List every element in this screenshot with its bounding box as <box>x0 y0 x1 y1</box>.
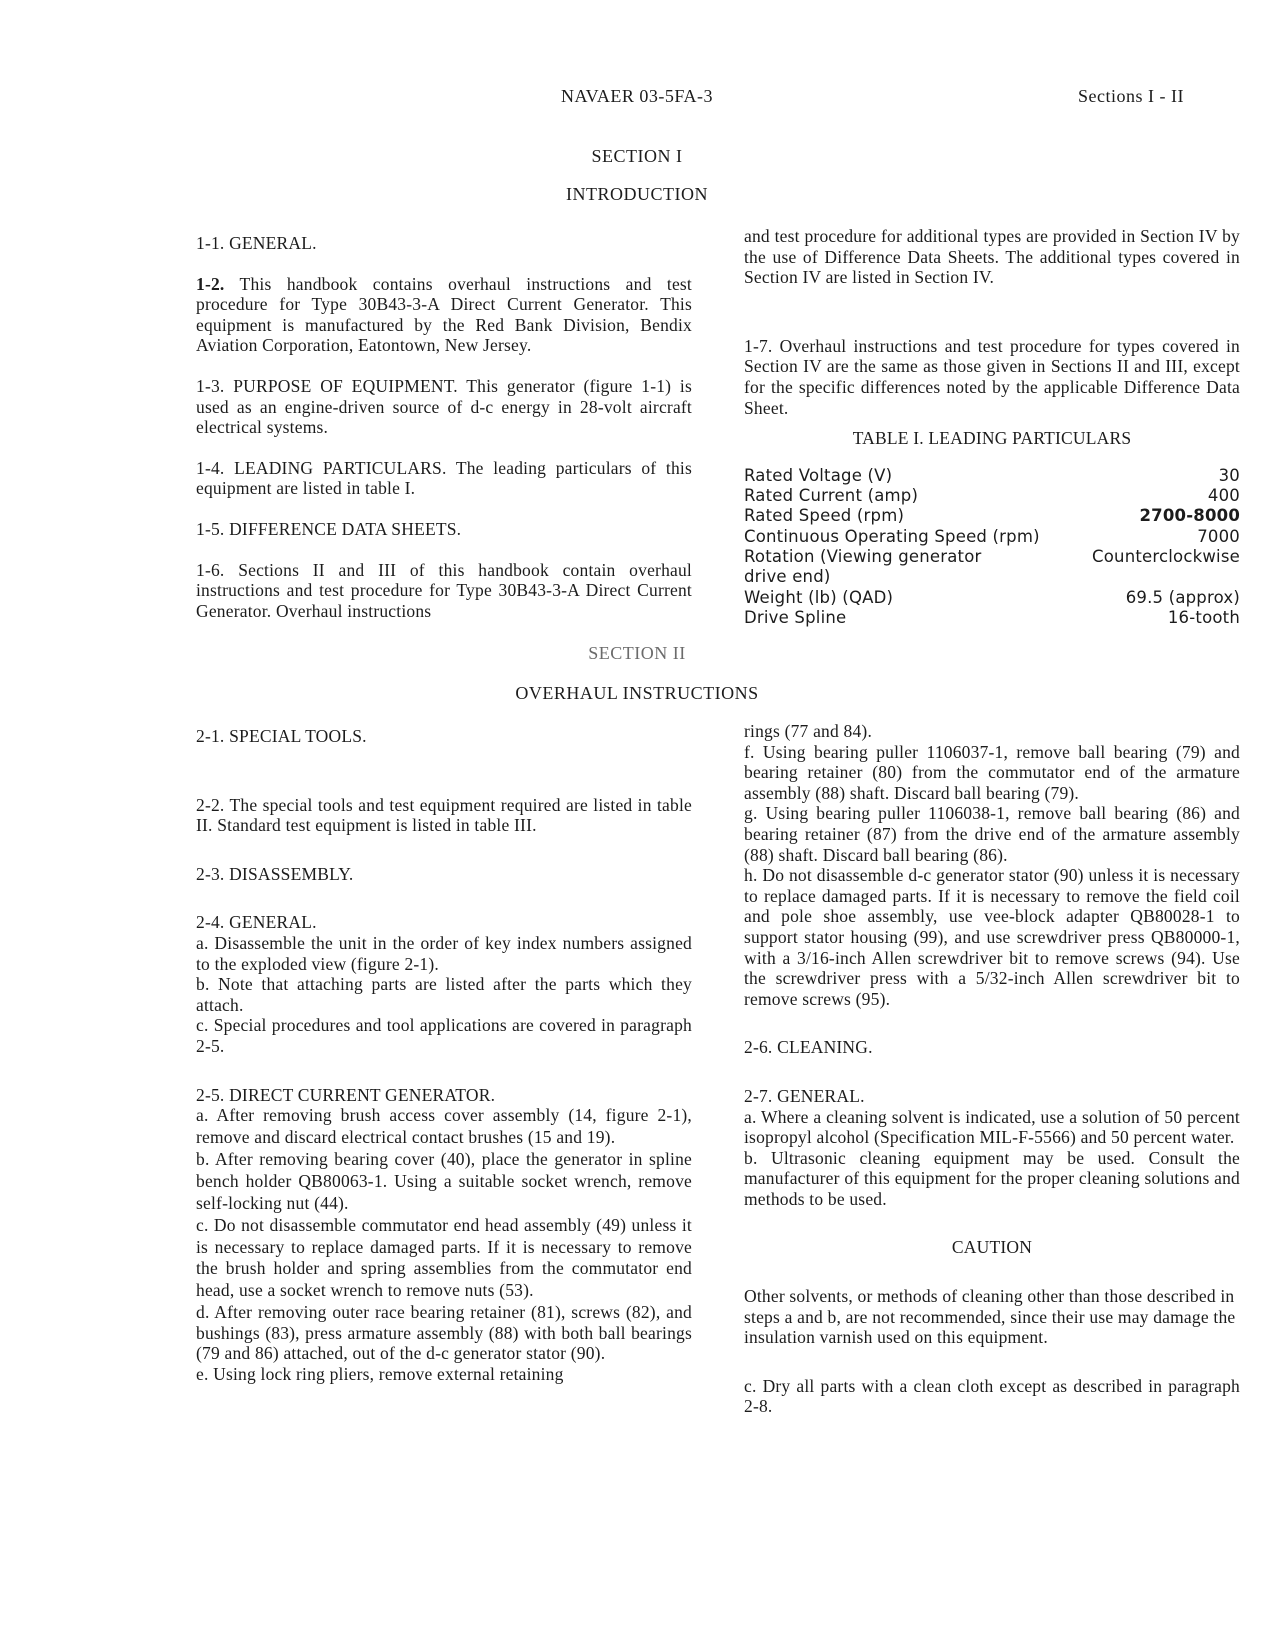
section-2-right-column <box>744 721 1240 1417</box>
paragraph-1-6-continued: and test procedure for additional types are provided in Section IV by the use of Difference Data Sheets. The additional types covered in Section IV are listed in Section IV. <box>744 226 1240 288</box>
particulars-value: Counterclockwise <box>1092 546 1240 566</box>
caution-title: CAUTION <box>951 1237 1033 1258</box>
document-number: NAVAER 03-5FA-3 <box>560 86 714 106</box>
particulars-label: Rated Speed (rpm) <box>744 506 905 526</box>
paragraph-2-6: 2-6. CLEANING. <box>744 1037 873 1058</box>
sections-label: Sections I - II <box>1078 86 1184 106</box>
paragraph-2-2: 2-2. The special tools and test equipment required are listed in table II. Standard test equipment is listed in table III. <box>196 794 692 836</box>
section-2-label: SECTION II <box>588 643 686 663</box>
paragraph-2-5-e-continued: rings (77 and 84). <box>744 721 873 741</box>
particulars-value: 16-tooth <box>1167 607 1240 627</box>
particulars-value: 400 <box>1207 486 1240 506</box>
paragraph-2-1: 2-1. SPECIAL TOOLS. <box>196 726 367 746</box>
particulars-label: Rated Voltage (V) <box>744 465 893 485</box>
paragraph-2-5-b: b. After removing bearing cover (40), place the generator in spline bench holder QB80063-1. Using a suitable socket wrench, remove self-locking nut (44). <box>196 1148 692 1213</box>
paragraph-2-4: 2-4. GENERAL. <box>196 912 317 933</box>
particulars-row <box>744 547 1240 567</box>
paragraph-1-6: 1-6. Sections II and III of this handbook contain overhaul instructions and test procedure for Type 30B43-3-A Direct Current Generator. Overhaul instructions <box>196 559 692 621</box>
particulars-label: Drive Spline <box>744 607 847 627</box>
paragraph-2-3: 2-3. DISASSEMBLY. <box>196 863 354 884</box>
paragraph-1-5: 1-5. DIFFERENCE DATA SHEETS. <box>196 518 462 539</box>
paragraph-2-5-c: c. Do not disassemble commutator end head assembly (49) unless it is necessary to replace damaged parts. If it is necessary to remove the brush holder and spring assemblies from the commutator end head, use a socket wrench to remove nuts (53). <box>196 1214 692 1301</box>
paragraph-1-2-number: 1-2. <box>196 273 225 294</box>
paragraph-2-7-c: c. Dry all parts with a clean cloth except as described in paragraph 2-8. <box>744 1375 1240 1417</box>
particulars-value: 69.5 (approx) <box>1125 587 1240 607</box>
section-1-label: SECTION I <box>591 146 683 166</box>
particulars-row <box>744 506 1240 526</box>
paragraph-2-5-h: h. Do not disassemble d-c generator stator (90) unless it is necessary to replace damaged parts. If it is necessary to remove the field coil and pole shoe assembly, use vee-block adapter QB80028-1 to support stator housing (99), and use screwdriver press QB80000-1, with a 3/16-inch Allen screwdriver bit to remove screws (94). Use the screwdriver press with a 5/32-inch Allen screwdriver bit to remove screws (95). <box>744 865 1240 1009</box>
section-2-left-column <box>196 726 692 1385</box>
paragraph-2-5-a: a. After removing brush access cover assembly (14, figure 2-1), remove and discard electrical contact brushes (15 and 19). <box>196 1105 692 1148</box>
section-1-title: INTRODUCTION <box>566 184 708 204</box>
paragraph-2-5-f: f. Using bearing puller 1106037-1, remove ball bearing (79) and bearing retainer (80) from the commutator end of the armature assembly (88) shaft. Discard ball bearing (79). <box>744 741 1240 803</box>
section-2-title: OVERHAUL INSTRUCTIONS <box>515 683 759 703</box>
paragraph-2-5-g: g. Using bearing puller 1106038-1, remove ball bearing (86) and bearing retainer (87) from the drive end of the armature assembly (88) shaft. Discard ball bearing (86). <box>744 803 1240 865</box>
paragraph-1-2 <box>196 274 692 356</box>
particulars-row <box>744 486 1240 506</box>
section-1-left-column <box>196 233 692 621</box>
paragraph-1-2-text: This handbook contains overhaul instructions and test procedure for Type 30B43-3-A Direct Current Generator. This equipment is manufactured by the Red Bank Division, Bendix Aviation Corporation, Eatontown, New Jersey. <box>196 273 692 356</box>
particulars-label: Rated Current (amp) <box>744 486 919 506</box>
particulars-label: Weight (lb) (QAD) <box>744 587 894 607</box>
paragraph-2-5: 2-5. DIRECT CURRENT GENERATOR. <box>196 1084 496 1105</box>
table-1-title: TABLE I. LEADING PARTICULARS <box>852 428 1132 449</box>
paragraph-2-7-b: b. Ultrasonic cleaning equipment may be used. Consult the manufacturer of this equipment for the proper cleaning solutions and methods to be used. <box>744 1147 1240 1209</box>
particulars-row <box>744 527 1240 547</box>
particulars-label: drive end) <box>744 567 831 587</box>
paragraph-2-5-d: d. After removing outer race bearing retainer (81), screws (82), and bushings (83), press armature assembly (88) with both ball bearings (79 and 86) attached, out of the d-c generator stator (90). <box>196 1302 692 1364</box>
paragraph-2-5-e: e. Using lock ring pliers, remove external retaining <box>196 1364 564 1385</box>
particulars-row <box>744 567 1240 587</box>
particulars-value: 30 <box>1218 465 1240 485</box>
particulars-label: Continuous Operating Speed (rpm) <box>744 526 1040 546</box>
particulars-row <box>744 608 1240 628</box>
paragraph-1-3: 1-3. PURPOSE OF EQUIPMENT. This generator (figure 1-1) is used as an engine-driven source of d-c energy in 28-volt aircraft electrical systems. <box>196 375 692 438</box>
particulars-label: Rotation (Viewing generator <box>744 546 982 566</box>
paragraph-1-7: 1-7. Overhaul instructions and test procedure for types covered in Section IV are the same as those given in Sections II and III, except for the specific differences noted by the applicable Difference Data Sheet. <box>744 335 1240 418</box>
paragraph-2-4-a: a. Disassemble the unit in the order of key index numbers assigned to the exploded view (figure 2-1). <box>196 932 692 974</box>
paragraph-2-7: 2-7. GENERAL. <box>744 1085 865 1106</box>
paragraph-1-1: 1-1. GENERAL. <box>196 233 317 253</box>
section-1-right-column <box>744 226 1240 628</box>
particulars-row <box>744 588 1240 608</box>
particulars-row <box>744 466 1240 486</box>
particulars-value: 7000 <box>1197 526 1240 546</box>
paragraph-2-7-a: a. Where a cleaning solvent is indicated, use a solution of 50 percent isopropyl alcohol (Specification MIL-F-5566) and 50 percent water. <box>744 1106 1240 1148</box>
particulars-value: 2700-8000 <box>1139 506 1240 526</box>
paragraph-2-4-b: b. Note that attaching parts are listed after the parts which they attach. <box>196 974 692 1015</box>
paragraph-2-4-c: c. Special procedures and tool applications are covered in paragraph 2-5. <box>196 1015 692 1056</box>
particulars-value <box>1075 567 1240 587</box>
caution-text: Other solvents, or methods of cleaning other than those described in steps a and b, are not recommended, since their use may damage the insulation varnish used on this equipment. <box>744 1286 1236 1348</box>
leading-particulars-table <box>744 466 1240 628</box>
paragraph-1-4: 1-4. LEADING PARTICULARS. The leading particulars of this equipment are listed in table I. <box>196 457 692 499</box>
